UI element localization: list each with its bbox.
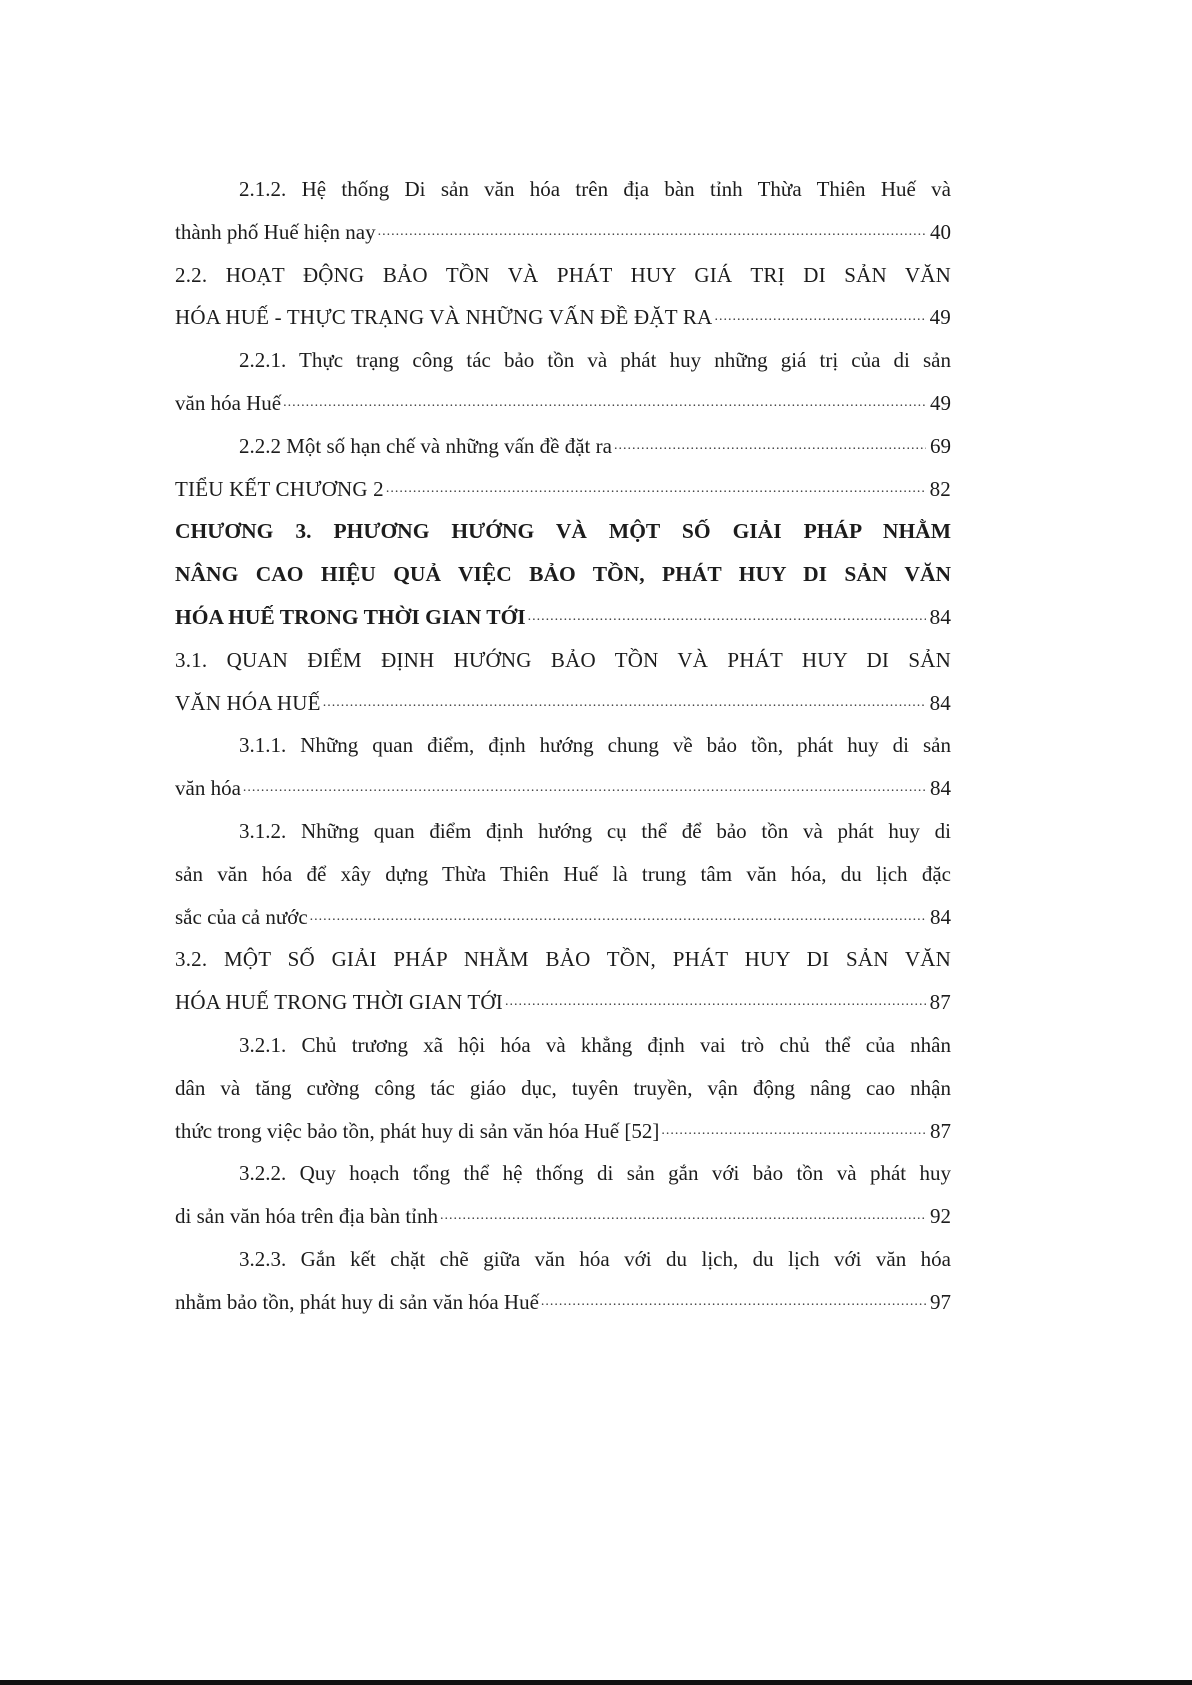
toc-entry-3-2-2-line-1[interactable]: 3.2.2. Quy hoạch tổng thể hệ thống di sản gắn với bảo tồn và phát huy [239, 1161, 951, 1186]
toc-page-number: 49 [930, 390, 951, 415]
toc-page-number: 82 [929, 476, 951, 501]
toc-entry-text: thức trong việc bảo tồn, phát huy di sản văn hóa Huế [52] [175, 1118, 660, 1143]
toc-entry-text: văn hóa [175, 776, 241, 801]
toc-entry-3-2-3-line-2[interactable] [175, 1281, 951, 1324]
dot-leader [661, 1110, 926, 1153]
toc-entry-text: TIỂU KẾT CHƯƠNG 2 [175, 476, 384, 501]
toc-entry-3-2-2-line-2[interactable] [175, 1195, 951, 1238]
dot-leader [378, 211, 926, 254]
toc-entry-3-1-2-line-3[interactable] [175, 896, 951, 939]
toc-entry-3-2-line-2[interactable] [175, 981, 951, 1024]
toc-entry-text: VĂN HÓA HUẾ [175, 690, 321, 715]
toc-page-number: 49 [929, 305, 951, 330]
toc-entry-text: sắc của cả nước [175, 904, 308, 929]
toc-entry-3-1-line-1[interactable]: 3.1. QUAN ĐIỂM ĐỊNH HƯỚNG BẢO TỒN VÀ PHÁT HUY DI SẢN [175, 647, 951, 672]
toc-entry-2-2-2[interactable] [175, 425, 951, 468]
toc-page-number: 97 [930, 1289, 951, 1314]
dot-leader [505, 981, 926, 1024]
dot-leader [440, 1195, 926, 1238]
toc-entry-text: nhằm bảo tồn, phát huy di sản văn hóa Huế [175, 1289, 539, 1314]
toc-entry-tieu-ket-chuong-2[interactable] [175, 468, 951, 511]
dot-leader [283, 382, 926, 425]
toc-page-number: 69 [930, 433, 951, 458]
toc-entry-3-1-line-2[interactable] [175, 682, 951, 725]
dot-leader [714, 296, 925, 339]
toc-entry-3-2-1-line-3[interactable] [175, 1110, 951, 1153]
toc-entry-3-2-line-1[interactable]: 3.2. MỘT SỐ GIẢI PHÁP NHẰM BẢO TỒN, PHÁT HUY DI SẢN VĂN [175, 947, 951, 972]
toc-entry-2-1-2-line-1[interactable]: 2.1.2. Hệ thống Di sản văn hóa trên địa bàn tỉnh Thừa Thiên Huế và [239, 177, 951, 201]
toc-entry-text: thành phố Huế hiện nay [175, 219, 376, 244]
toc-page-number: 84 [930, 904, 951, 929]
toc-entry-2-2-1-line-2[interactable] [175, 382, 951, 425]
toc-entry-3-2-3-line-1[interactable]: 3.2.3. Gắn kết chặt chẽ giữa văn hóa với du lịch, du lịch với văn hóa [239, 1246, 951, 1271]
dot-leader [614, 425, 926, 468]
toc-page-number: 92 [930, 1204, 951, 1229]
toc-entry-chuong-3-line-2[interactable]: NÂNG CAO HIỆU QUẢ VIỆC BẢO TỒN, PHÁT HUY DI SẢN VĂN [175, 562, 951, 587]
toc-entry-2-2-line-1[interactable]: 2.2. HOẠT ĐỘNG BẢO TỒN VÀ PHÁT HUY GIÁ TRỊ DI SẢN VĂN [175, 262, 951, 287]
page-bottom-edge [0, 1680, 1192, 1685]
dot-leader [323, 682, 926, 725]
dot-leader [541, 1281, 926, 1324]
toc-entry-3-1-1-line-2[interactable] [175, 767, 951, 810]
toc-entry-2-2-line-2[interactable] [175, 296, 951, 339]
toc-entry-3-2-1-line-1[interactable]: 3.2.1. Chủ trương xã hội hóa và khẳng định vai trò chủ thể của nhân [239, 1032, 951, 1057]
toc-entry-3-1-2-line-2[interactable]: sản văn hóa để xây dựng Thừa Thiên Huế là trung tâm văn hóa, du lịch đặc [175, 861, 951, 886]
toc-page-number: 84 [930, 776, 951, 801]
toc-entry-chuong-3-line-3[interactable] [175, 596, 951, 639]
toc-entry-text: văn hóa Huế [175, 390, 282, 415]
toc-entry-text: di sản văn hóa trên địa bàn tỉnh [175, 1204, 439, 1229]
toc-page-number: 84 [929, 690, 951, 715]
dot-leader [528, 596, 926, 639]
toc-entry-text: 2.2.2 Một số hạn chế và những vấn đề đặt ra [239, 433, 612, 458]
toc-entry-chuong-3-line-1[interactable]: CHƯƠNG 3. PHƯƠNG HƯỚNG VÀ MỘT SỐ GIẢI PHÁP NHẰM [175, 519, 951, 544]
toc-entry-3-1-2-line-1[interactable]: 3.1.2. Những quan điểm định hướng cụ thể để bảo tồn và phát huy di [239, 818, 951, 843]
dot-leader [386, 468, 926, 511]
toc-entry-3-2-1-line-2[interactable]: dân và tăng cường công tác giáo dục, tuyên truyền, vận động nâng cao nhận [175, 1075, 951, 1100]
toc-entry-text: HÓA HUẾ - THỰC TRẠNG VÀ NHỮNG VẤN ĐỀ ĐẶT RA [175, 305, 713, 330]
toc-page-number: 87 [929, 990, 951, 1015]
toc-page-number: 40 [930, 219, 951, 244]
toc-entry-text: HÓA HUẾ TRONG THỜI GIAN TỚI [175, 990, 503, 1015]
toc-entry-2-2-1-line-1[interactable]: 2.2.1. Thực trạng công tác bảo tồn và phát huy những giá trị của di sản [239, 348, 951, 373]
toc-page-number: 87 [930, 1118, 951, 1143]
dot-leader [243, 767, 926, 810]
toc-page-number: 84 [929, 604, 951, 629]
toc-entry-2-1-2-line-2[interactable] [175, 211, 951, 254]
table-of-contents [175, 168, 951, 1324]
toc-entry-3-1-1-line-1[interactable]: 3.1.1. Những quan điểm, định hướng chung về bảo tồn, phát huy di sản [239, 733, 951, 758]
dot-leader [310, 896, 926, 939]
toc-entry-text: HÓA HUẾ TRONG THỜI GIAN TỚI [175, 604, 526, 629]
